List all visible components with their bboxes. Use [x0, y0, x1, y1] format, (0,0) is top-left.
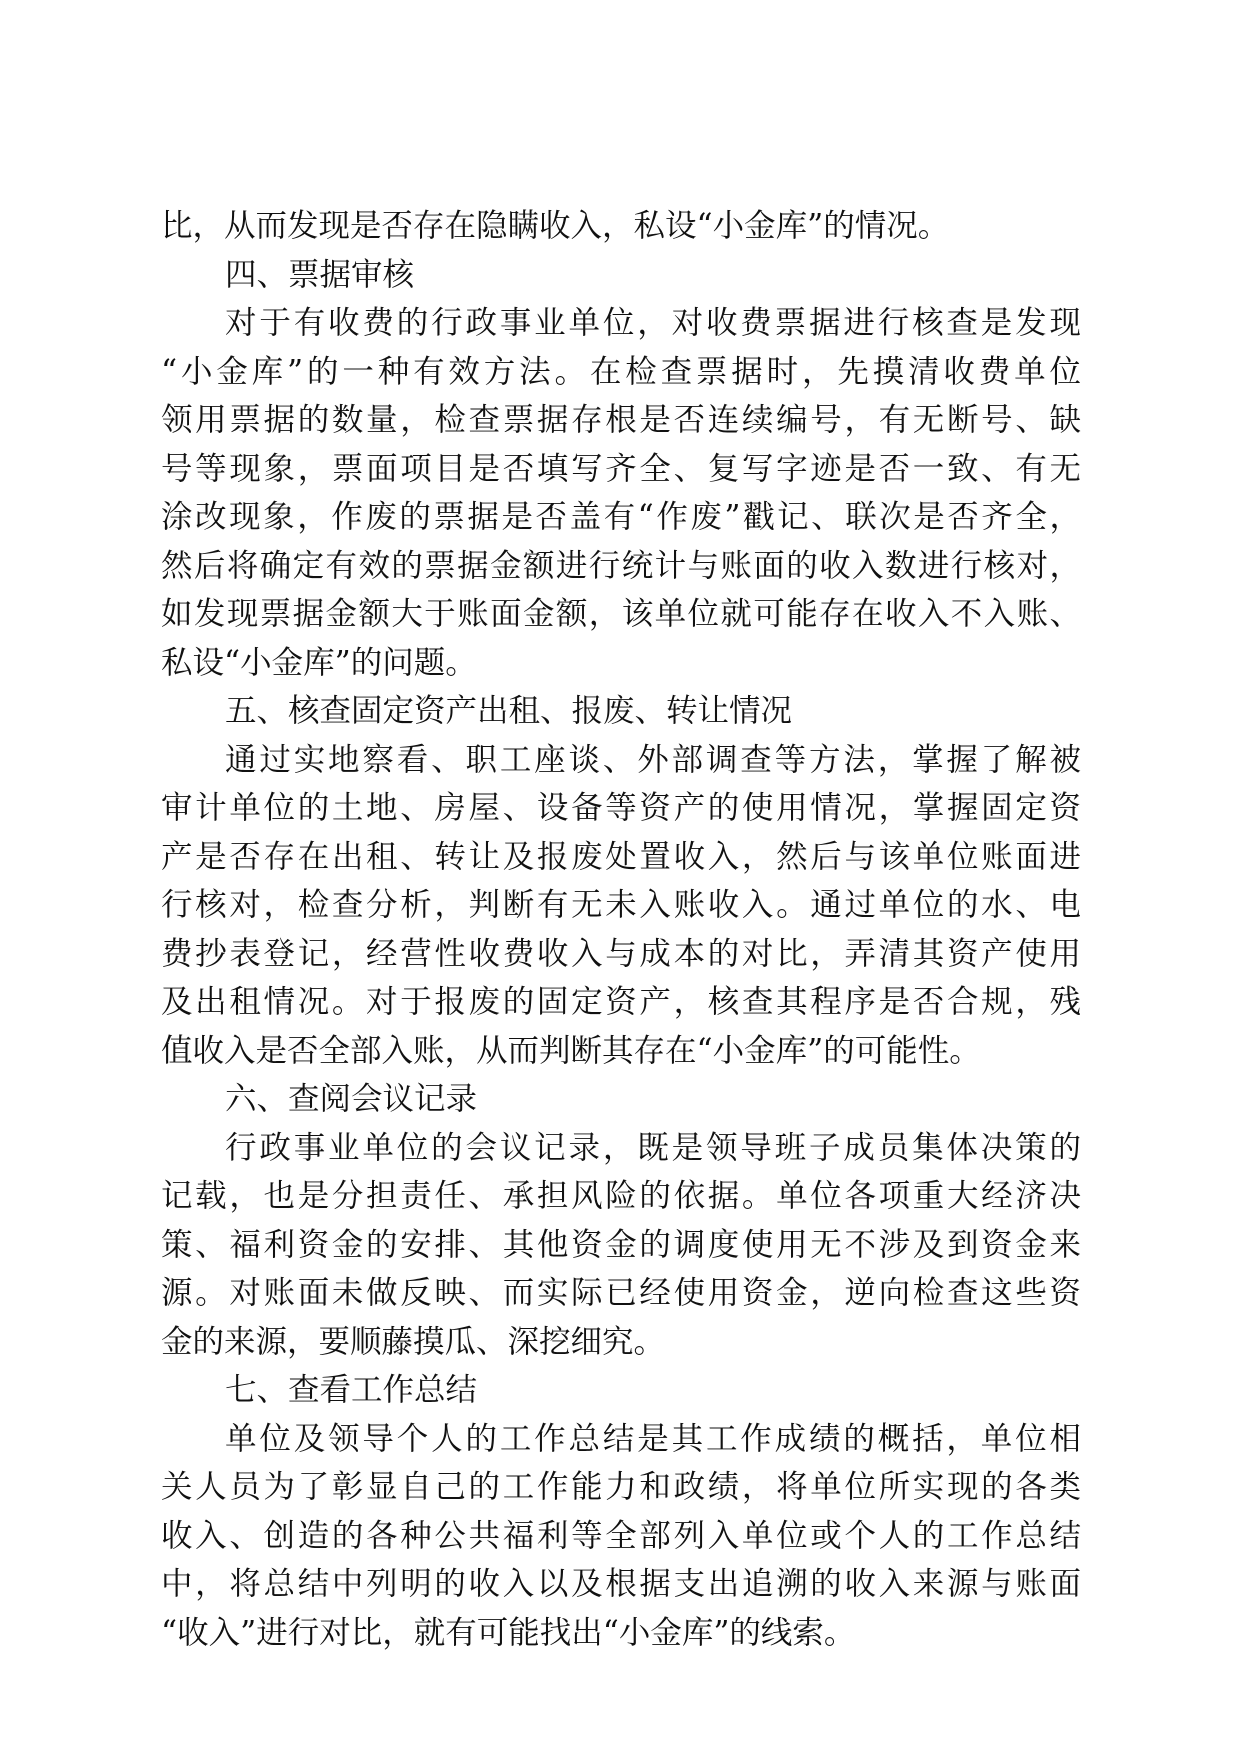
paragraph-line: 源。对账面未做反映、而实际已经使用资金，逆向检查这些资	[161, 1275, 1081, 1311]
paragraph-line: 通过实地察看、职工座谈、外部调查等方法，掌握了解被	[225, 741, 1081, 778]
paragraph-line: 关人员为了彰显自己的工作能力和政绩，将单位所实现的各类	[161, 1469, 1081, 1505]
paragraph-line: 对于有收费的行政事业单位，对收费票据进行核查是发现	[225, 305, 1081, 341]
paragraph-line: 收入、创造的各种公共福利等全部列入单位或个人的工作总结	[161, 1517, 1081, 1554]
paragraph-line: 审计单位的土地、房屋、设备等资产的使用情况，掌握固定资	[161, 790, 1081, 826]
paragraph-line: “小金库”的一种有效方法。在检查票据时，先摸清收费单位	[161, 353, 1081, 390]
paragraph-line: 中，将总结中列明的收入以及根据支出追溯的收入来源与账面	[161, 1566, 1081, 1602]
paragraph-line: 私设“小金库”的问题。	[161, 644, 477, 681]
document-body	[161, 202, 1081, 1657]
paragraph-line: 产是否存在出租、转让及报废处置收入，然后与该单位账面进	[161, 838, 1081, 875]
paragraph-line: 费抄表登记，经营性收费收入与成本的对比，弄清其资产使用	[161, 935, 1081, 972]
paragraph-line: 记载，也是分担责任、承担风险的依据。单位各项重大经济决	[161, 1178, 1081, 1214]
paragraph-line: 策、福利资金的安排、其他资金的调度使用无不涉及到资金来	[161, 1226, 1081, 1263]
paragraph-line: 然后将确定有效的票据金额进行统计与账面的收入数进行核对，	[161, 547, 1081, 584]
paragraph-line: “收入”进行对比，就有可能找出“小金库”的线索。	[161, 1614, 856, 1651]
paragraph-line: 金的来源，要顺藤摸瓜、深挖细究。	[161, 1323, 666, 1360]
paragraph-line: 比，从而发现是否存在隐瞒收入，私设“小金库”的情况。	[161, 208, 950, 244]
section-heading: 六、查阅会议记录	[225, 1081, 478, 1117]
section-heading: 七、查看工作总结	[225, 1372, 478, 1408]
paragraph-line: 领用票据的数量，检查票据存根是否连续编号，有无断号、缺	[161, 402, 1081, 438]
paragraph-line: 涂改现象，作废的票据是否盖有“作废”戳记、联次是否齐全，	[161, 499, 1081, 535]
paragraph-line: 单位及领导个人的工作总结是其工作成绩的概括，单位相	[225, 1420, 1081, 1457]
paragraph-line: 及出租情况。对于报废的固定资产，核查其程序是否合规，残	[161, 984, 1081, 1020]
paragraph-line: 行政事业单位的会议记录，既是领导班子成员集体决策的	[225, 1129, 1081, 1166]
paragraph-line: 行核对，检查分析，判断有无未入账收入。通过单位的水、电	[161, 887, 1081, 923]
section-heading: 四、票据审核	[225, 256, 415, 293]
paragraph-line: 值收入是否全部入账，从而判断其存在“小金库”的可能性。	[161, 1032, 981, 1069]
paragraph-line: 号等现象，票面项目是否填写齐全、复写字迹是否一致、有无	[161, 450, 1081, 487]
paragraph-line: 如发现票据金额大于账面金额，该单位就可能存在收入不入账、	[161, 596, 1081, 632]
section-heading: 五、核查固定资产出租、报废、转让情况	[225, 693, 793, 729]
